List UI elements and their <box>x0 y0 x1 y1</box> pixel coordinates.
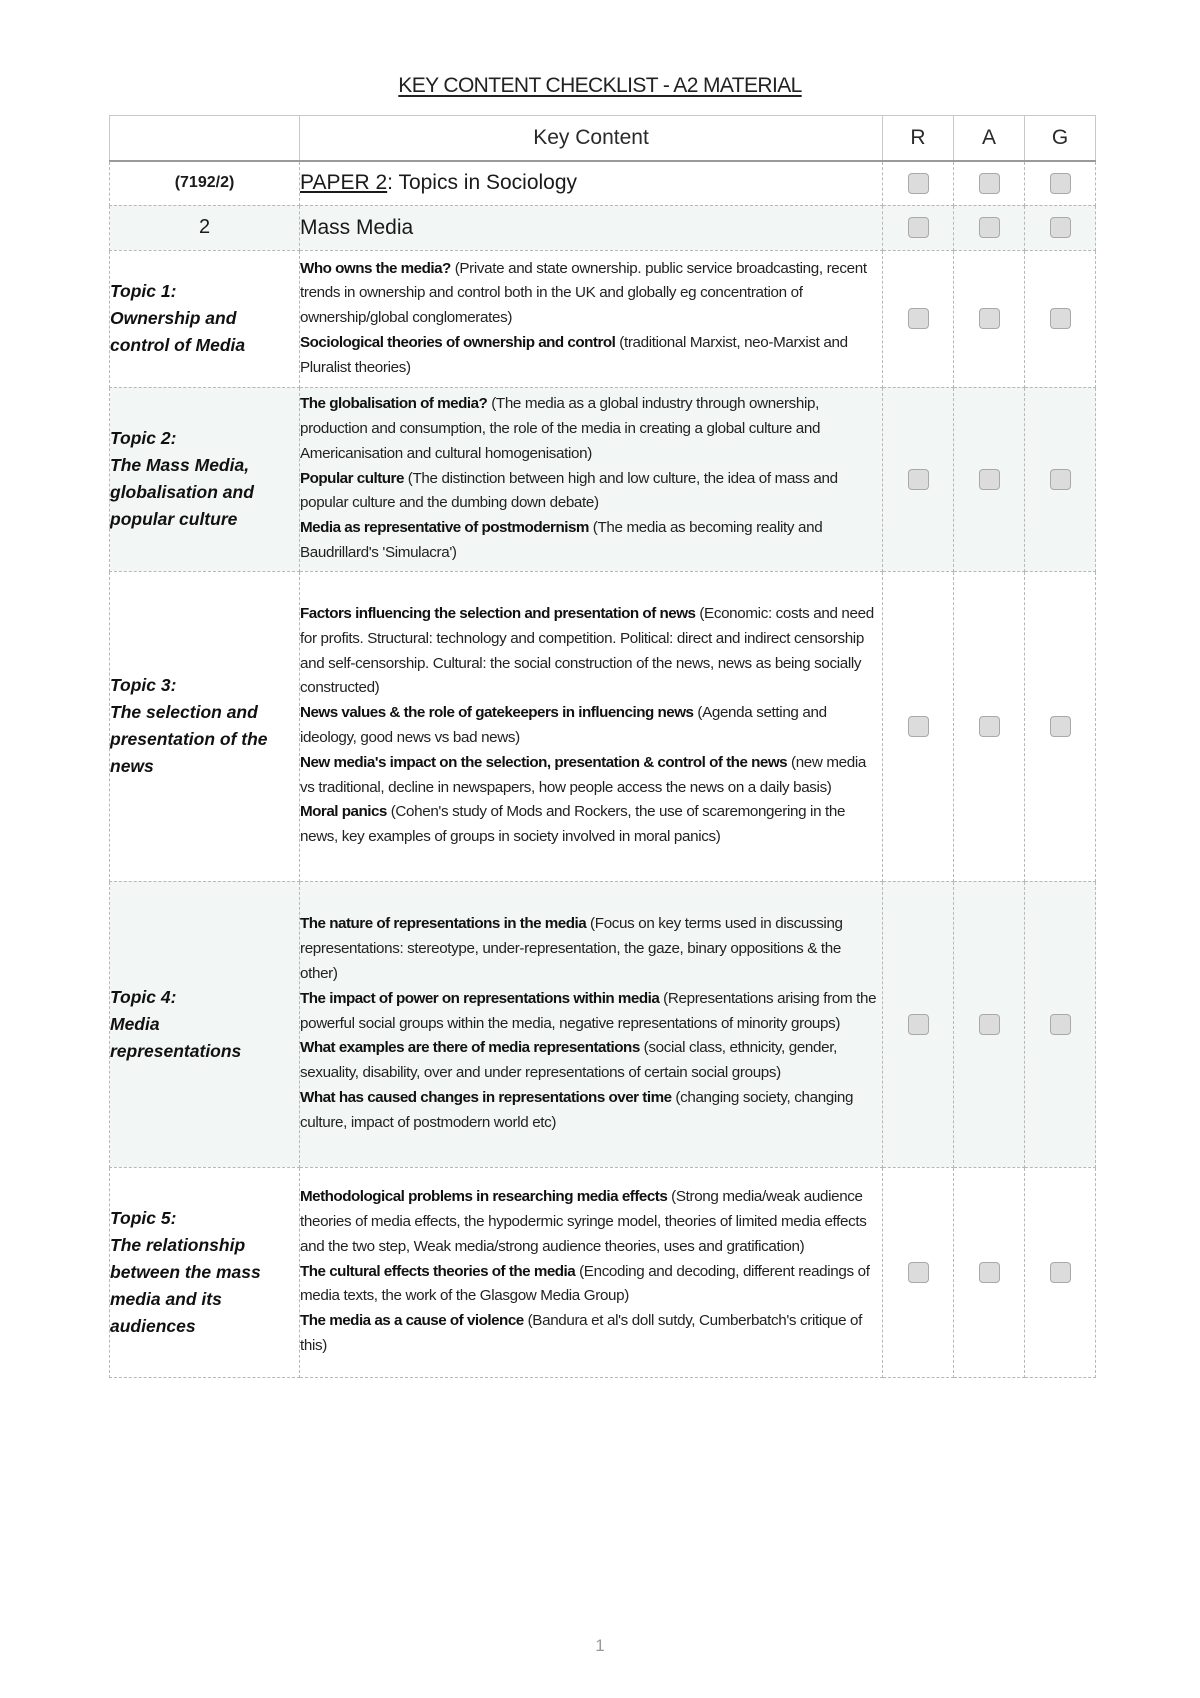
content-heading: Moral panics <box>300 803 387 821</box>
content-item <box>300 331 882 381</box>
content-heading: Methodological problems in researching media effects <box>300 1188 668 1206</box>
content-heading: The globalisation of media? <box>300 395 488 413</box>
content-item <box>300 516 882 566</box>
content-item <box>300 392 882 466</box>
topic-content <box>300 1167 883 1377</box>
section-row <box>110 205 1096 250</box>
r-checkbox[interactable] <box>908 308 929 329</box>
header-key-content: Key Content <box>300 116 883 162</box>
topic-label <box>110 387 300 571</box>
content-heading: Sociological theories of ownership and control <box>300 333 616 351</box>
topic-label-line: The selection and <box>110 702 258 722</box>
content-item <box>300 1309 882 1359</box>
content-heading: The media as a cause of violence <box>300 1312 524 1330</box>
topic-row <box>110 571 1096 881</box>
content-heading: Who owns the media? <box>300 259 451 277</box>
topic-label-line: popular culture <box>110 509 238 529</box>
content-heading: New media's impact on the selection, presentation & control of the news <box>300 753 788 771</box>
content-heading: Factors influencing the selection and presentation of news <box>300 605 696 623</box>
topic-content <box>300 571 883 881</box>
content-detail: (social class, ethnicity, gender, sexuality, disability, over and under representations of certain social groups) <box>300 1039 837 1082</box>
content-detail: (Strong media/weak audience theories of media effects, the hypodermic syringe model, theories of limited media effects and the two step, Weak media/strong audience theories, uses and gratification) <box>300 1188 867 1255</box>
content-item <box>300 1260 882 1310</box>
a-checkbox[interactable] <box>979 217 1000 238</box>
content-item <box>300 987 882 1037</box>
g-checkbox[interactable] <box>1050 1262 1071 1283</box>
topic-content <box>300 250 883 387</box>
g-checkbox[interactable] <box>1050 469 1071 490</box>
topic-label <box>110 881 300 1167</box>
topic-row <box>110 387 1096 571</box>
topic-label <box>110 250 300 387</box>
topic-row <box>110 1167 1096 1377</box>
header-r: R <box>883 116 954 162</box>
content-detail: (The media as becoming reality and Baudrillard's 'Simulacra') <box>300 519 823 561</box>
topic-label-line: news <box>110 756 154 776</box>
topic-label-line: representations <box>110 1040 242 1061</box>
content-heading: The impact of power on representations within media <box>300 989 660 1007</box>
topic-label-line: Ownership and <box>110 308 237 328</box>
g-checkbox[interactable] <box>1050 217 1071 238</box>
content-item <box>300 1185 882 1259</box>
checklist-table <box>109 115 1096 1378</box>
content-detail: (Cohen's study of Mods and Rockers, the use of scaremongering in the news, key examples of groups in society involved in moral panics) <box>300 803 846 846</box>
section-name: Mass Media <box>300 205 883 250</box>
content-heading: What has caused changes in representations over time <box>300 1088 672 1106</box>
content-heading: News values & the role of gatekeepers in influencing news <box>300 704 694 722</box>
content-item <box>300 257 882 331</box>
content-detail: (Focus on key terms used in discussing representations: stereotype, under-representation, the gaze, binary oppositions & the other) <box>300 915 843 982</box>
g-checkbox[interactable] <box>1050 308 1071 329</box>
content-item <box>300 602 882 701</box>
g-checkbox[interactable] <box>1050 173 1071 194</box>
topic-label-line: Topic 2: <box>110 428 177 448</box>
header-a: A <box>954 116 1025 162</box>
a-checkbox[interactable] <box>979 1262 1000 1283</box>
a-checkbox[interactable] <box>979 716 1000 737</box>
content-heading: What examples are there of media representations <box>300 1039 640 1057</box>
paper-subtitle: : Topics in Sociology <box>387 171 578 195</box>
topic-label-line: audiences <box>110 1315 196 1336</box>
content-item <box>300 751 882 801</box>
topic-label-line: control of Media <box>110 335 246 355</box>
content-heading: The cultural effects theories of the media <box>300 1262 576 1280</box>
topic-row <box>110 250 1096 387</box>
content-detail: (Private and state ownership. public service broadcasting, recent trends in ownership and control both in the UK and globally eg concentration of ownership/global conglomerates) <box>300 259 867 327</box>
topic-label-line: Topic 3: <box>110 675 177 695</box>
content-detail: (The media as a global industry through ownership, production and consumption, the role of the media in creating a global culture and Americanisation and cultural homogenisation) <box>300 395 821 462</box>
page-title: KEY CONTENT CHECKLIST - A2 MATERIAL <box>398 74 802 97</box>
a-checkbox[interactable] <box>979 1014 1000 1035</box>
topic-label-line: media and its <box>110 1288 222 1309</box>
g-checkbox[interactable] <box>1050 716 1071 737</box>
topic-row <box>110 881 1096 1167</box>
topic-content <box>300 881 883 1167</box>
content-detail: (changing society, changing culture, impact of postmodern world etc) <box>300 1088 854 1131</box>
content-detail: (new media vs traditional, decline in newspapers, how people access the news on a daily basis) <box>300 753 866 796</box>
r-checkbox[interactable] <box>908 217 929 238</box>
topic-label-line: Topic 1: <box>110 281 177 301</box>
header-g: G <box>1025 116 1096 162</box>
content-detail: (traditional Marxist, neo-Marxist and Pluralist theories) <box>300 333 848 376</box>
topic-label <box>110 571 300 881</box>
r-checkbox[interactable] <box>908 1262 929 1283</box>
content-item <box>300 800 882 850</box>
a-checkbox[interactable] <box>979 173 1000 194</box>
topic-label-line: Media <box>110 1013 160 1034</box>
r-checkbox[interactable] <box>908 469 929 490</box>
content-heading: The nature of representations in the media <box>300 915 587 933</box>
page-number: 1 <box>595 1636 605 1655</box>
topic-label-line: Topic 4: <box>110 986 177 1007</box>
content-heading: Popular culture <box>300 469 404 487</box>
topic-label-line: globalisation and <box>110 482 254 502</box>
g-checkbox[interactable] <box>1050 1014 1071 1035</box>
content-detail: (Bandura et al's doll sutdy, Cumberbatch's critique of this) <box>300 1312 863 1354</box>
topic-label-line: between the mass <box>110 1261 261 1282</box>
topic-label-line: presentation of the <box>110 729 268 749</box>
section-number: 2 <box>110 205 300 250</box>
r-checkbox[interactable] <box>908 1014 929 1035</box>
content-detail: (Representations arising from the powerful social groups within the media, negative representations of minority groups) <box>300 989 877 1032</box>
header-blank <box>110 116 300 162</box>
content-heading: Media as representative of postmodernism <box>300 519 589 537</box>
topic-label <box>110 1167 300 1377</box>
topic-label-line: Topic 5: <box>110 1207 177 1228</box>
r-checkbox[interactable] <box>908 173 929 194</box>
content-detail: (The distinction between high and low culture, the idea of mass and popular culture and the dumbing down debate) <box>300 469 838 512</box>
content-item <box>300 1086 882 1136</box>
paper-row <box>110 161 1096 205</box>
content-item <box>300 467 882 517</box>
content-item <box>300 912 882 986</box>
paper-label: PAPER 2 <box>300 171 388 195</box>
topic-label-line: The relationship <box>110 1234 246 1255</box>
a-checkbox[interactable] <box>979 469 1000 490</box>
header-row <box>110 116 1096 162</box>
content-item <box>300 1036 882 1086</box>
content-item <box>300 701 882 751</box>
content-detail: (Economic: costs and need for profits. Structural: technology and competition. Political: direct and indirect censorship and self-censorship. Cultural: the social construction of the news, news as being socially constructed) <box>300 605 874 697</box>
content-detail: (Agenda setting and ideology, good news vs bad news) <box>300 704 827 746</box>
topic-label-line: The Mass Media, <box>110 455 250 475</box>
r-checkbox[interactable] <box>908 716 929 737</box>
a-checkbox[interactable] <box>979 308 1000 329</box>
content-detail: (Encoding and decoding, different readings of media texts, the work of the Glasgow Media Group) <box>300 1262 870 1305</box>
paper-title <box>300 161 883 205</box>
paper-code: (7192/2) <box>110 161 300 205</box>
topic-content <box>300 387 883 571</box>
